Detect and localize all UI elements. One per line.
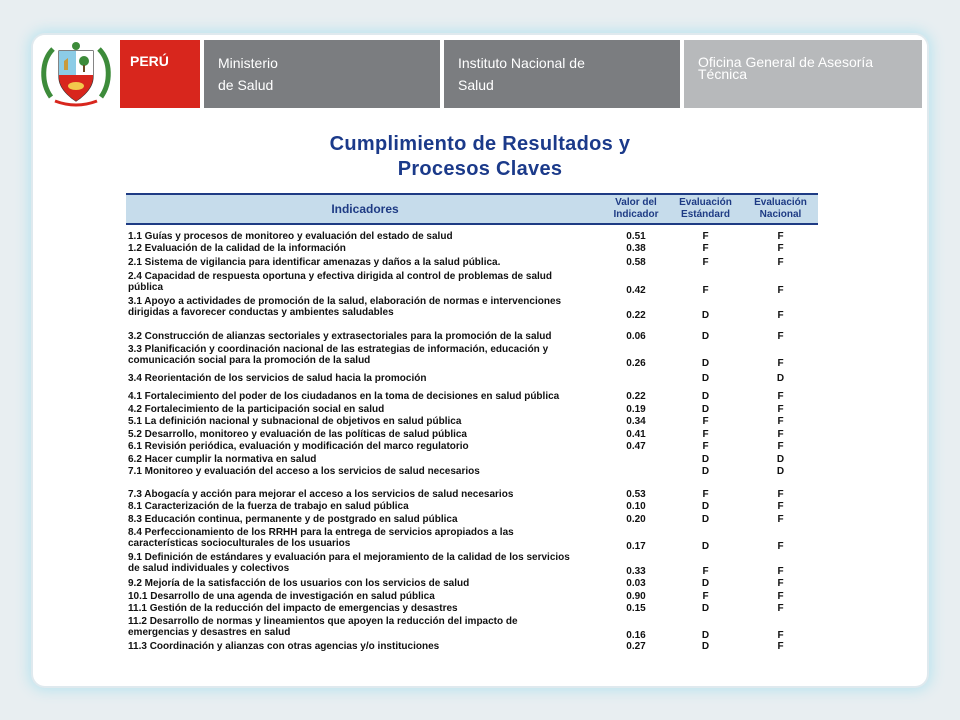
standard-evaluation: F	[702, 441, 709, 452]
indicator-value: 0.17	[626, 541, 646, 552]
standard-evaluation: D	[701, 373, 710, 384]
indicator-text: 7.3 Abogacía y acción para mejorar el acceso a los servicios de salud necesarios	[128, 489, 514, 500]
indicator-text: 2.4 Capacidad de respuesta oportuna y efectiva dirigida al control de problemas de salud pública	[128, 271, 553, 293]
national-evaluation: F	[777, 358, 784, 369]
indicator-text: 8.1 Caracterización de la fuerza de trabajo en salud pública	[128, 501, 409, 512]
national-evaluation: F	[777, 416, 784, 427]
indicator-value: 0.90	[626, 591, 646, 602]
office-label: Oficina General de Asesoría Técnica	[684, 40, 922, 108]
indicator-value: 0.15	[626, 603, 646, 614]
national-evaluation: F	[777, 231, 784, 242]
indicator-text: 3.1 Apoyo a actividades de promoción de la salud, elaboración de normas e intervenciones dirigidas a favorecer conductas y ambientes saludables	[128, 296, 562, 318]
national-evaluation: F	[777, 310, 784, 321]
indicator-text: 7.1 Monitoreo y evaluación del acceso a los servicios de salud necesarios	[128, 466, 480, 477]
national-evaluation: F	[777, 257, 784, 268]
national-evaluation: F	[777, 514, 784, 525]
national-evaluation: D	[776, 454, 785, 465]
standard-evaluation: D	[701, 310, 710, 321]
national-evaluation: F	[777, 331, 784, 342]
standard-evaluation: F	[702, 591, 709, 602]
standard-evaluation: F	[702, 429, 709, 440]
national-evaluation: F	[777, 243, 784, 254]
standard-evaluation: D	[701, 501, 710, 512]
country-label: PERÚ	[120, 40, 200, 108]
national-evaluation: F	[777, 429, 784, 440]
indicator-text: 11.3 Coordinación y alianzas con otras agencias y/o instituciones	[128, 641, 440, 652]
table-header	[126, 193, 818, 225]
national-evaluation: F	[777, 630, 784, 641]
indicator-value: 0.22	[626, 391, 646, 402]
indicator-value: 0.53	[626, 489, 646, 500]
ministry-label: Ministerio de Salud	[204, 40, 440, 108]
national-evaluation: F	[777, 603, 784, 614]
standard-evaluation: F	[702, 231, 709, 242]
indicator-text: 8.3 Educación continua, permanente y de postgrado en salud pública	[128, 514, 458, 525]
indicator-value: 0.51	[626, 231, 646, 242]
header-indicators: Indicadores	[331, 202, 399, 216]
indicator-text: 1.2 Evaluación de la calidad de la información	[128, 243, 346, 254]
indicator-value: 0.27	[626, 641, 646, 652]
standard-evaluation: F	[702, 257, 709, 268]
standard-evaluation: D	[701, 630, 710, 641]
standard-evaluation: F	[702, 489, 709, 500]
indicator-value: 0.26	[626, 358, 646, 369]
page-title: Cumplimiento de Resultados y Procesos Claves	[329, 133, 631, 180]
indicator-text: 9.1 Definición de estándares y evaluación para el mejoramiento de la calidad de los servicios de salud individuales y colectivos	[128, 552, 570, 574]
indicator-text: 4.1 Fortalecimiento del poder de los ciudadanos en la toma de decisiones en salud pública	[128, 391, 560, 402]
standard-evaluation: D	[701, 454, 710, 465]
header-standard: Evaluación Estándard	[679, 197, 732, 220]
indicator-text: 2.1 Sistema de vigilancia para identificar amenazas y daños a la salud pública.	[128, 257, 501, 268]
standard-evaluation: F	[702, 285, 709, 296]
indicator-value: 0.22	[626, 310, 646, 321]
indicator-value: 0.03	[626, 578, 646, 589]
standard-evaluation: D	[701, 578, 710, 589]
indicator-text: 6.2 Hacer cumplir la normativa en salud	[128, 454, 317, 465]
indicator-text: 5.1 La definición nacional y subnacional de objetivos en salud pública	[128, 416, 462, 427]
national-evaluation: D	[776, 373, 785, 384]
indicator-text: 3.3 Planificación y coordinación nacional de las estrategias de información, educación y comunicación social para la promoción de la salud	[128, 344, 549, 366]
national-evaluation: F	[777, 641, 784, 652]
indicator-value: 0.06	[626, 331, 646, 342]
indicator-value: 0.41	[626, 429, 646, 440]
indicator-text: 5.2 Desarrollo, monitoreo y evaluación de las políticas de salud pública	[128, 429, 467, 440]
national-evaluation: F	[777, 404, 784, 415]
indicator-value: 0.38	[626, 243, 646, 254]
standard-evaluation: D	[701, 358, 710, 369]
national-evaluation: F	[777, 578, 784, 589]
indicator-value: 0.34	[626, 416, 646, 427]
national-evaluation: F	[777, 541, 784, 552]
slide	[33, 35, 927, 686]
indicator-text: 4.2 Fortalecimiento de la participación social en salud	[128, 404, 385, 415]
indicator-text: 8.4 Perfeccionamiento de los RRHH para la entrega de servicios apropiados a las características socioculturales de los usuarios	[128, 527, 514, 549]
standard-evaluation: D	[701, 404, 710, 415]
standard-evaluation: D	[701, 603, 710, 614]
indicator-value: 0.33	[626, 566, 646, 577]
institute-label: Instituto Nacional de Salud	[444, 40, 680, 108]
indicator-value: 0.20	[626, 514, 646, 525]
indicator-text: 3.4 Reorientación de los servicios de salud hacia la promoción	[128, 373, 427, 384]
indicator-value: 0.47	[626, 441, 646, 452]
standard-evaluation: F	[702, 416, 709, 427]
national-evaluation: F	[777, 566, 784, 577]
national-evaluation: F	[777, 501, 784, 512]
standard-evaluation: D	[701, 514, 710, 525]
indicator-text: 10.1 Desarrollo de una agenda de investigación en salud pública	[128, 591, 435, 602]
indicator-text: 11.1 Gestión de la reducción del impacto de emergencias y desastres	[128, 603, 458, 614]
standard-evaluation: D	[701, 466, 710, 477]
national-evaluation: F	[777, 489, 784, 500]
indicator-text: 11.2 Desarrollo de normas y lineamientos que apoyen la reducción del impacto de emergencias y desastres en salud	[128, 616, 518, 638]
coat-of-arms-icon	[37, 37, 115, 109]
national-evaluation: F	[777, 441, 784, 452]
indicator-value: 0.10	[626, 501, 646, 512]
standard-evaluation: D	[701, 331, 710, 342]
indicator-text: 6.1 Revisión periódica, evaluación y modificación del marco regulatorio	[128, 441, 469, 452]
standard-evaluation: F	[702, 243, 709, 254]
national-evaluation: F	[777, 591, 784, 602]
header-banner	[33, 35, 927, 111]
indicators-table	[126, 193, 818, 652]
standard-evaluation: D	[701, 541, 710, 552]
indicator-value: 0.19	[626, 404, 646, 415]
indicator-value: 0.42	[626, 285, 646, 296]
standard-evaluation: D	[701, 391, 710, 402]
national-evaluation: F	[777, 285, 784, 296]
standard-evaluation: F	[702, 566, 709, 577]
indicator-value: 0.16	[626, 630, 646, 641]
indicator-text: 9.2 Mejoría de la satisfacción de los usuarios con los servicios de salud	[128, 578, 470, 589]
standard-evaluation: D	[701, 641, 710, 652]
indicator-text: 3.2 Construcción de alianzas sectoriales y extrasectoriales para la promoción de la salud	[128, 331, 552, 342]
header-national: Evaluación Nacional	[754, 197, 807, 220]
national-evaluation: D	[776, 466, 785, 477]
national-evaluation: F	[777, 391, 784, 402]
indicator-value: 0.58	[626, 257, 646, 268]
header-value: Valor del Indicador	[613, 197, 659, 220]
indicator-text: 1.1 Guías y procesos de monitoreo y evaluación del estado de salud	[128, 231, 453, 242]
